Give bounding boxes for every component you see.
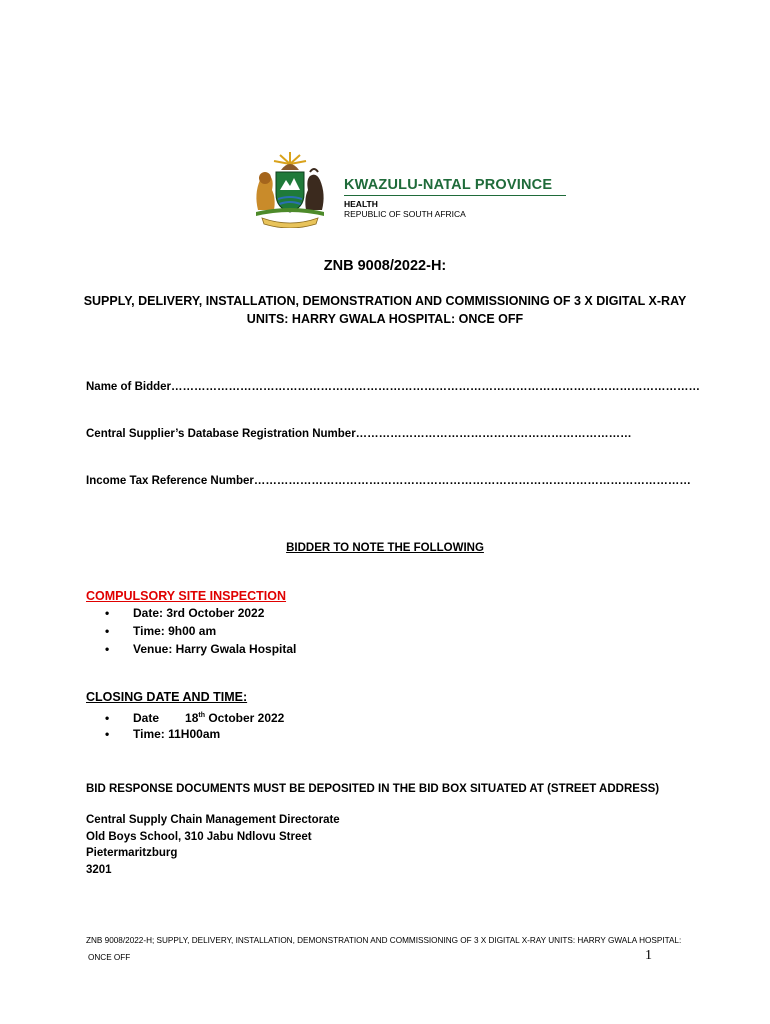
site-inspection-list xyxy=(105,604,296,658)
page-number: 1 xyxy=(645,948,652,963)
header-divider xyxy=(344,195,566,196)
province-name: KWAZULU-NATAL PROVINCE xyxy=(344,177,553,193)
tender-title: SUPPLY, DELIVERY, INSTALLATION, DEMONSTRATION AND COMMISSIONING OF 3 X DIGITAL X-RAY UNITS: HARRY GWALA HOSPITAL: ONCE OFF xyxy=(83,294,687,326)
address-line: Pietermaritzburg xyxy=(86,847,178,859)
address-line: 3201 xyxy=(86,863,112,876)
notice-heading: BIDDER TO NOTE THE FOLLOWING xyxy=(286,542,484,554)
tender-number: ZNB 9008/2022-H: xyxy=(323,258,447,274)
list-item: • Date: 3rd October 2022 xyxy=(105,606,265,620)
list-item: • Date 18th October 2022 xyxy=(105,711,285,725)
list-item: • Venue: Harry Gwala Hospital xyxy=(105,642,297,656)
department-name: HEALTH xyxy=(344,199,378,209)
footer-text-continued: ONCE OFF xyxy=(88,953,131,962)
deposit-notice: BID RESPONSE DOCUMENTS MUST BE DEPOSITED IN THE BID BOX SITUATED AT (STREET ADDRESS) xyxy=(86,783,660,795)
address-line: Central Supply Chain Management Directorate xyxy=(86,814,340,826)
footer-text: ZNB 9008/2022-H; SUPPLY, DELIVERY, INSTALLATION, DEMONSTRATION AND COMMISSIONING OF 3 X DIGITAL X-RAY UNITS: HARRY GWALA HOSPITAL: xyxy=(86,936,682,945)
csd-number-field: Central Supplier’s Database Registration Number……………………………………………………………… xyxy=(86,428,632,440)
closing-list xyxy=(105,707,284,743)
site-inspection-heading: COMPULSORY SITE INSPECTION xyxy=(86,589,287,603)
republic-name: REPUBLIC OF SOUTH AFRICA xyxy=(344,209,466,219)
address-block xyxy=(86,812,340,878)
bidder-name-field: Name of Bidder………………………………………………………………………………………………………………………… xyxy=(86,381,700,393)
tax-number-field: Income Tax Reference Number…………………………………………………………………………………………………… xyxy=(86,475,691,487)
address-line: Old Boys School, 310 Jabu Ndlovu Street xyxy=(86,830,312,843)
list-item: • Time: 9h00 am xyxy=(105,624,217,638)
coat-of-arms-icon xyxy=(248,150,332,228)
closing-heading: CLOSING DATE AND TIME: xyxy=(86,690,248,704)
list-item: • Time: 11H00am xyxy=(105,727,221,741)
